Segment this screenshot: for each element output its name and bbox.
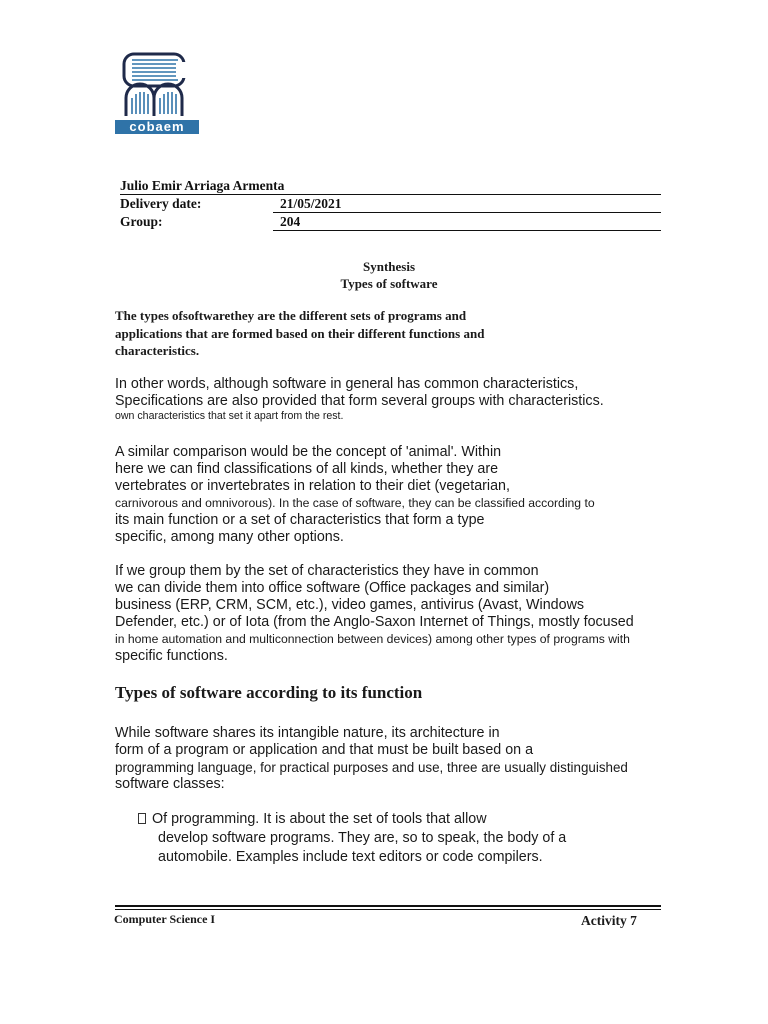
text-line: While software shares its intangible nature, its architecture in [115, 725, 500, 741]
paragraph-1 [115, 376, 604, 422]
intro-line: applications that are formed based on their different functions and [115, 325, 485, 341]
doc-title-line2: Types of software [340, 276, 438, 291]
bullet-box-icon [138, 813, 146, 824]
intro-paragraph [115, 307, 484, 360]
text-line: If we group them by the set of characteristics they have in common [115, 563, 539, 579]
bullet-line: Of programming. It is about the set of tools that allow [152, 811, 487, 827]
text-line: in home automation and multiconnection between devices) among other types of programs with [115, 632, 630, 646]
text-line: Defender, etc.) or of Iota (from the Anglo-Saxon Internet of Things, mostly focused [115, 614, 634, 630]
group-label: Group: [120, 214, 163, 229]
bullet-item [138, 810, 566, 867]
intro-line: The types ofsoftwarethey are the different sets of programs and [115, 308, 467, 323]
text-line: business (ERP, CRM, SCM, etc.), video games, antivirus (Avast, Windows [115, 597, 585, 613]
text-line: its main function or a set of characteristics that form a type [115, 512, 485, 528]
text-line: own characteristics that set it apart from the rest. [115, 410, 344, 422]
footer-rule [115, 905, 661, 907]
rule-name [120, 194, 661, 195]
logo [114, 50, 200, 136]
text-line: form of a program or application and that must be built based on a [115, 742, 534, 758]
rule-delivery [273, 212, 661, 213]
text-line: we can divide them into office software (Office packages and similar) [115, 580, 550, 596]
text-line: A similar comparison would be the concept of 'animal'. Within [115, 444, 502, 460]
paragraph-4 [115, 725, 628, 793]
intro-line: characteristics. [115, 343, 200, 358]
text-line: vertebrates or invertebrates in relation to their diet (vegetarian, [115, 478, 510, 494]
bullet-line: develop software programs. They are, so to speak, the body of a [158, 830, 567, 846]
text-line: programming language, for practical purposes and use, three are usually distinguished [115, 760, 628, 775]
text-line: In other words, although software in general has common characteristics, [115, 376, 579, 392]
doc-title-line1: Synthesis [362, 259, 416, 274]
section-heading: Types of software according to its function [115, 683, 423, 702]
group-value: 204 [280, 214, 301, 229]
paragraph-2 [115, 444, 595, 546]
student-name: Julio Emir Arriaga Armenta [120, 178, 285, 193]
delivery-label: Delivery date: [120, 196, 202, 211]
footer-rule [115, 909, 661, 910]
text-line: specific, among many other options. [115, 529, 344, 545]
bullet-line: automobile. Examples include text editors or code compilers. [158, 849, 543, 865]
text-line: carnivorous and omnivorous). In the case of software, they can be classified according to [115, 496, 595, 510]
paragraph-3 [115, 563, 634, 665]
text-line: specific functions. [115, 648, 228, 664]
footer-course: Computer Science I [114, 912, 216, 926]
delivery-value: 21/05/2021 [280, 196, 342, 211]
footer-activity: Activity 7 [581, 913, 637, 928]
logo-wordmark: cobaem [129, 119, 185, 134]
text-line: here we can find classifications of all kinds, whether they are [115, 461, 499, 477]
rule-group [273, 230, 661, 231]
text-line: Specifications are also provided that form several groups with characteristics. [115, 393, 604, 409]
text-line: software classes: [115, 776, 225, 792]
